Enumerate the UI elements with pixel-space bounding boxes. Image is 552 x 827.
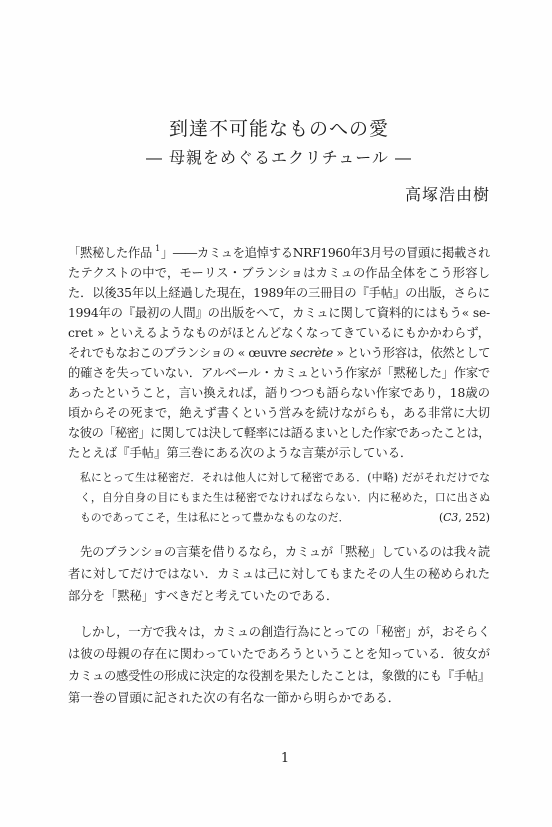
page-number: 1 xyxy=(280,751,290,766)
text-run: は彼の母親の存在に関わっていたであろうということを知っている．彼女が xyxy=(68,647,490,661)
citation xyxy=(439,508,490,528)
text-line xyxy=(68,243,490,263)
text-run: 的確さを失っていない．アルベール・カミュという作家が「黙秘した」作家で xyxy=(68,366,490,380)
citation-open: ( xyxy=(438,511,444,524)
text-run: な彼の「秘密」に関しては決して軽率には語るまいとした作家であったことは， xyxy=(68,426,490,440)
text-run: 1994年の『最初の人間』の出版をへて，カミュに関して資料的にはもう« se- xyxy=(68,306,490,320)
article-title: 到達不可能なものへの愛 xyxy=(168,118,389,140)
paragraph-3 xyxy=(68,621,490,709)
text-line xyxy=(68,263,490,283)
paragraph-2 xyxy=(68,541,490,607)
author-name: 高塚浩由樹 xyxy=(404,185,490,204)
text-run: 」――カミュを追悼するNRF1960年3月号の冒頭に掲載され xyxy=(160,246,490,260)
text-run: 者に対してだけではない．カミュは己に対してもまたその人生の秘められた xyxy=(68,567,490,581)
quote-line: 私にとって生は秘密だ．それは他人に対して秘密である．(中略) だがそれだけでな xyxy=(80,471,490,484)
text-run: た．以後35年以上経過した現在，1989年の三冊目の『手帖』の出版，さらに xyxy=(68,286,490,300)
text-run: カミュの感受性の形成に決定的な役割を果たしたことは，象徴的にも『手帖』 xyxy=(68,669,490,683)
citation-close: , 252) xyxy=(458,511,490,524)
text-line xyxy=(68,403,490,423)
text-line xyxy=(68,283,490,303)
footnote-ref: 1 xyxy=(155,244,160,253)
text-line xyxy=(68,563,490,585)
text-line xyxy=(68,665,490,687)
text-line xyxy=(68,323,490,343)
text-line xyxy=(68,585,490,607)
article-subtitle: ― 母親をめぐるエクリチュール ― xyxy=(145,148,413,167)
block-quote xyxy=(80,468,490,528)
text-run: 先のブランショの言葉を借りるなら，カミュが「黙秘」しているのは我々読 xyxy=(80,545,490,559)
quote-line-text: ものであってこそ，生は私にとって豊かなものなのだ． xyxy=(80,511,350,524)
text-line xyxy=(68,621,490,643)
text-run: 部分を「黙秘」すべきだと考えていたのである． xyxy=(68,589,339,603)
text-run: それでもなおこのブランショの « œuvre xyxy=(68,346,290,360)
text-line xyxy=(68,303,490,323)
paragraph-1 xyxy=(68,243,490,463)
text-run: たテクストの中で，モーリス・ブランショはカミュの作品全体をこう形容し xyxy=(68,266,490,280)
text-line xyxy=(68,643,490,665)
quote-line: く，自分自身の目にもまた生は秘密でなければならない．内に秘めた，口に出さぬ xyxy=(80,491,490,504)
text-run: たとえば『手帖』第三巻にある次のような言葉が示している． xyxy=(68,446,413,460)
text-line xyxy=(68,343,490,363)
text-run: あったということ，言い換えれば，語りつつも語らない作家であり，18歳の xyxy=(68,386,490,400)
text-run: 頃からその死まで，絶えず書くという営みを続けながらも，ある非常に大切 xyxy=(68,406,490,420)
italic-text: secrète xyxy=(290,346,333,360)
text-run: 「黙秘した作品 xyxy=(68,246,153,260)
text-run: しかし，一方で我々は，カミュの創造行為にとっての「秘密」が，おそらく xyxy=(80,625,490,639)
citation-source: C3 xyxy=(443,511,459,524)
text-run: cret » といえるようなものがほとんどなくなってきているにもかかわらず， xyxy=(68,326,490,340)
text-line xyxy=(68,423,490,443)
text-line xyxy=(68,443,490,463)
text-line xyxy=(68,363,490,383)
text-line xyxy=(68,687,490,709)
text-line xyxy=(68,541,490,563)
text-run: » という形容は，依然として xyxy=(332,346,490,360)
quote-line xyxy=(80,508,490,528)
text-line xyxy=(68,383,490,403)
text-run: 第一巻の冒頭に記された次の有名な一節から明らかである． xyxy=(68,691,401,705)
